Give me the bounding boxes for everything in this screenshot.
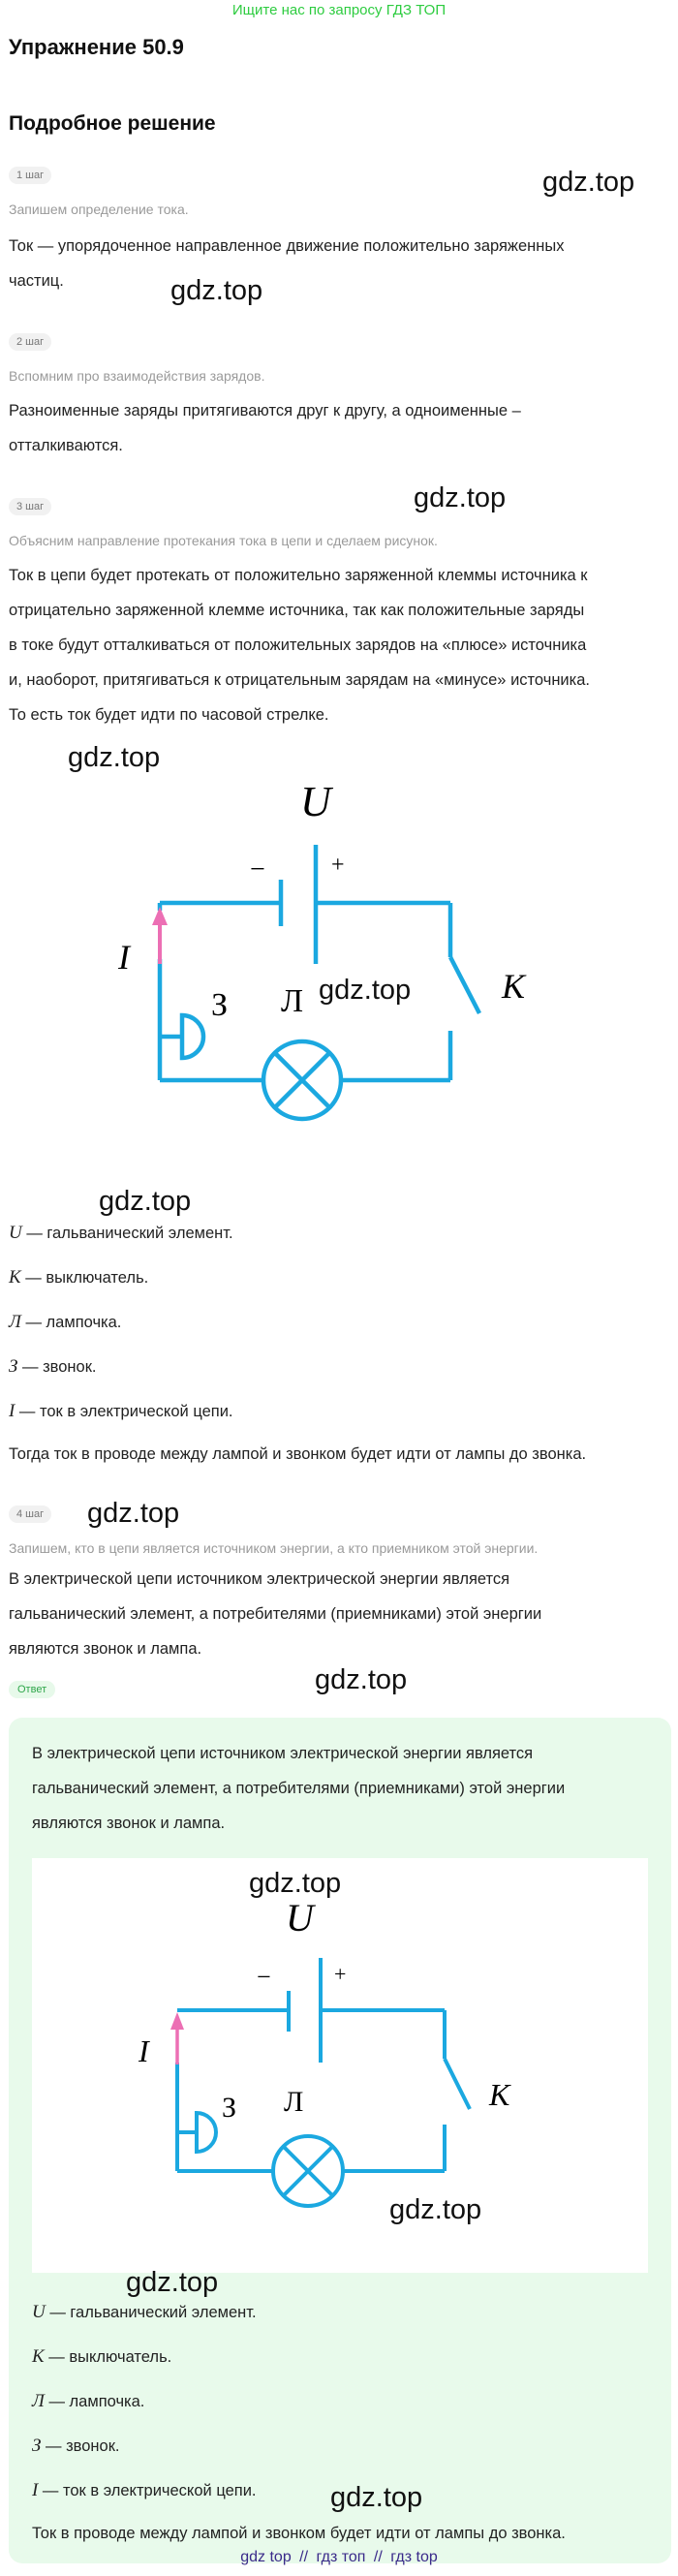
legend-item (9, 1401, 233, 1422)
legend-symbol: Л (32, 2391, 45, 2411)
step-text-4 (9, 1562, 667, 1666)
footer-links (0, 2549, 678, 2566)
text-line: являются звонок и лампа. (32, 1815, 226, 1832)
watermark: gdz.top (330, 2482, 423, 2513)
text-line: Разноименные заряды притягиваются друг к другу, а одноименные – (9, 402, 521, 419)
label-k: K (489, 2077, 510, 2112)
step-text-2 (9, 393, 667, 463)
label-u: U (286, 1896, 314, 1940)
legend-item (32, 2346, 171, 2368)
answer-conclusion: Ток в проводе между лампой и звонком будет идти от лампы до звонка. (32, 2525, 566, 2542)
legend-text: — гальванический элемент. (45, 2304, 257, 2321)
label-k: K (502, 967, 526, 1006)
switch-blade (450, 957, 479, 1013)
watermark: gdz.top (170, 275, 263, 306)
conclusion-text: Тогда ток в проводе между лампой и звонком будет идти от лампы до звонка. (9, 1445, 587, 1463)
watermark: gdz.top (414, 482, 507, 513)
text-line: в токе будут отталкиваться от положительных зарядов на «плюсе» источника (9, 636, 587, 654)
legend-text: — ток в электрической цепи. (38, 2482, 257, 2499)
label-lamp: Л (284, 2086, 304, 2118)
text-line: являются звонок и лампа. (9, 1640, 202, 1658)
text-line: частиц. (9, 272, 64, 290)
step-text-1 (9, 229, 667, 298)
label-lamp: Л (281, 983, 304, 1019)
step-hint-1: Запишем определение тока. (9, 202, 189, 217)
watermark: gdz.top (126, 2267, 219, 2298)
step-hint-2: Вспомним про взаимодействия зарядов. (9, 368, 265, 384)
label-plus: + (331, 853, 345, 878)
step-badge-3: 3 шаг (9, 498, 51, 515)
label-minus: − (257, 1963, 271, 1991)
footer-separator: // (373, 2549, 383, 2565)
answer-text (32, 1736, 652, 1841)
footer-separator: // (299, 2549, 309, 2565)
text-line: То есть ток будет идти по часовой стрелке. (9, 706, 329, 724)
text-line: и, наоборот, притягиваться к отрицательным зарядам на «минусе» источника. (9, 671, 590, 689)
legend-text: — выключатель. (20, 1269, 149, 1287)
text-line: отрицательно заряженной клемме источника, так как положительные заряды (9, 602, 585, 619)
legend-text: — звонок. (17, 1358, 97, 1376)
watermark: gdz.top (315, 1664, 408, 1695)
legend-text: — выключатель. (44, 2348, 172, 2366)
footer-link[interactable]: гдз top (390, 2549, 438, 2565)
legend-symbol: Л (9, 1312, 21, 1332)
legend-text: — ток в электрической цепи. (15, 1403, 233, 1420)
bell-symbol (160, 1015, 203, 1058)
label-u: U (300, 778, 331, 825)
step-hint-4: Запишем, кто в цепи является источником энергии, а кто приемником этой энергии. (9, 1540, 539, 1556)
legend-symbol: K (32, 2346, 45, 2367)
text-line: гальванический элемент, а потребителями (приемниками) этой энергии (9, 1605, 542, 1623)
watermark: gdz.top (249, 1868, 342, 1899)
legend-item (9, 1356, 97, 1378)
legend-text: — лампочка. (20, 1314, 122, 1331)
step-text-3 (9, 558, 667, 732)
text-line: В электрической цепи источником электрической энергии является (32, 1745, 534, 1762)
watermark: gdz.top (68, 742, 161, 773)
step-badge-4: 4 шаг (9, 1505, 51, 1523)
label-minus: − (250, 854, 265, 885)
answer-circuit-diagram (139, 1896, 538, 2231)
legend-symbol: I (32, 2480, 39, 2500)
answer-badge: Ответ (9, 1681, 55, 1698)
section-title: Подробное решение (9, 112, 216, 135)
legend-symbol: I (9, 1401, 15, 1421)
legend-symbol: U (32, 2302, 46, 2322)
text-line: гальванический элемент, а потребителями (приемниками) этой энергии (32, 1780, 566, 1797)
step-badge-2: 2 шаг (9, 333, 51, 351)
watermark: gdz.top (99, 1186, 192, 1217)
step-badge-1: 1 шаг (9, 167, 51, 184)
legend-text: — лампочка. (44, 2393, 145, 2410)
text-line: отталкиваются. (9, 437, 123, 454)
watermark: gdz.top (87, 1498, 180, 1529)
legend-text: — звонок. (41, 2437, 120, 2455)
top-banner[interactable]: Ищите нас по запросу ГДЗ ТОП (231, 2, 447, 18)
footer-link[interactable]: гдз топ (316, 2549, 366, 2565)
legend-item (32, 2391, 144, 2412)
legend-item (32, 2480, 257, 2501)
legend-symbol: З (9, 1356, 18, 1377)
legend-item (9, 1267, 148, 1288)
current-arrowhead (170, 2012, 184, 2030)
label-bell: З (211, 987, 229, 1023)
legend-item (32, 2302, 257, 2323)
switch-blade (445, 2059, 470, 2109)
circuit-diagram (107, 765, 552, 1133)
text-line: Ток в цепи будет протекать от положительно заряженной клеммы источника к (9, 567, 588, 584)
legend-text: — гальванический элемент. (21, 1225, 233, 1242)
legend-item (9, 1223, 233, 1244)
label-i: I (139, 2033, 149, 2068)
label-i: I (118, 938, 130, 977)
watermark: gdz.top (542, 167, 635, 198)
step-hint-3: Объясним направление протекания тока в цепи и сделаем рисунок. (9, 533, 438, 548)
legend-item (9, 1312, 121, 1333)
watermark: gdz.top (319, 975, 412, 1006)
bell-symbol (177, 2113, 216, 2152)
page-title: Упражнение 50.9 (9, 35, 184, 59)
legend-symbol: З (32, 2436, 42, 2456)
text-line: Ток — упорядоченное направленное движение положительно заряженных (9, 237, 565, 255)
legend-symbol: U (9, 1223, 22, 1243)
label-bell: З (222, 2092, 237, 2124)
label-plus: + (334, 1962, 347, 1986)
current-arrowhead (152, 907, 168, 925)
legend-symbol: K (9, 1267, 21, 1288)
text-line: В электрической цепи источником электрической энергии является (9, 1570, 510, 1588)
footer-link[interactable]: gdz top (240, 2549, 292, 2565)
legend-item (32, 2436, 120, 2457)
circuit-wires (177, 1958, 470, 2206)
watermark: gdz.top (389, 2194, 482, 2225)
